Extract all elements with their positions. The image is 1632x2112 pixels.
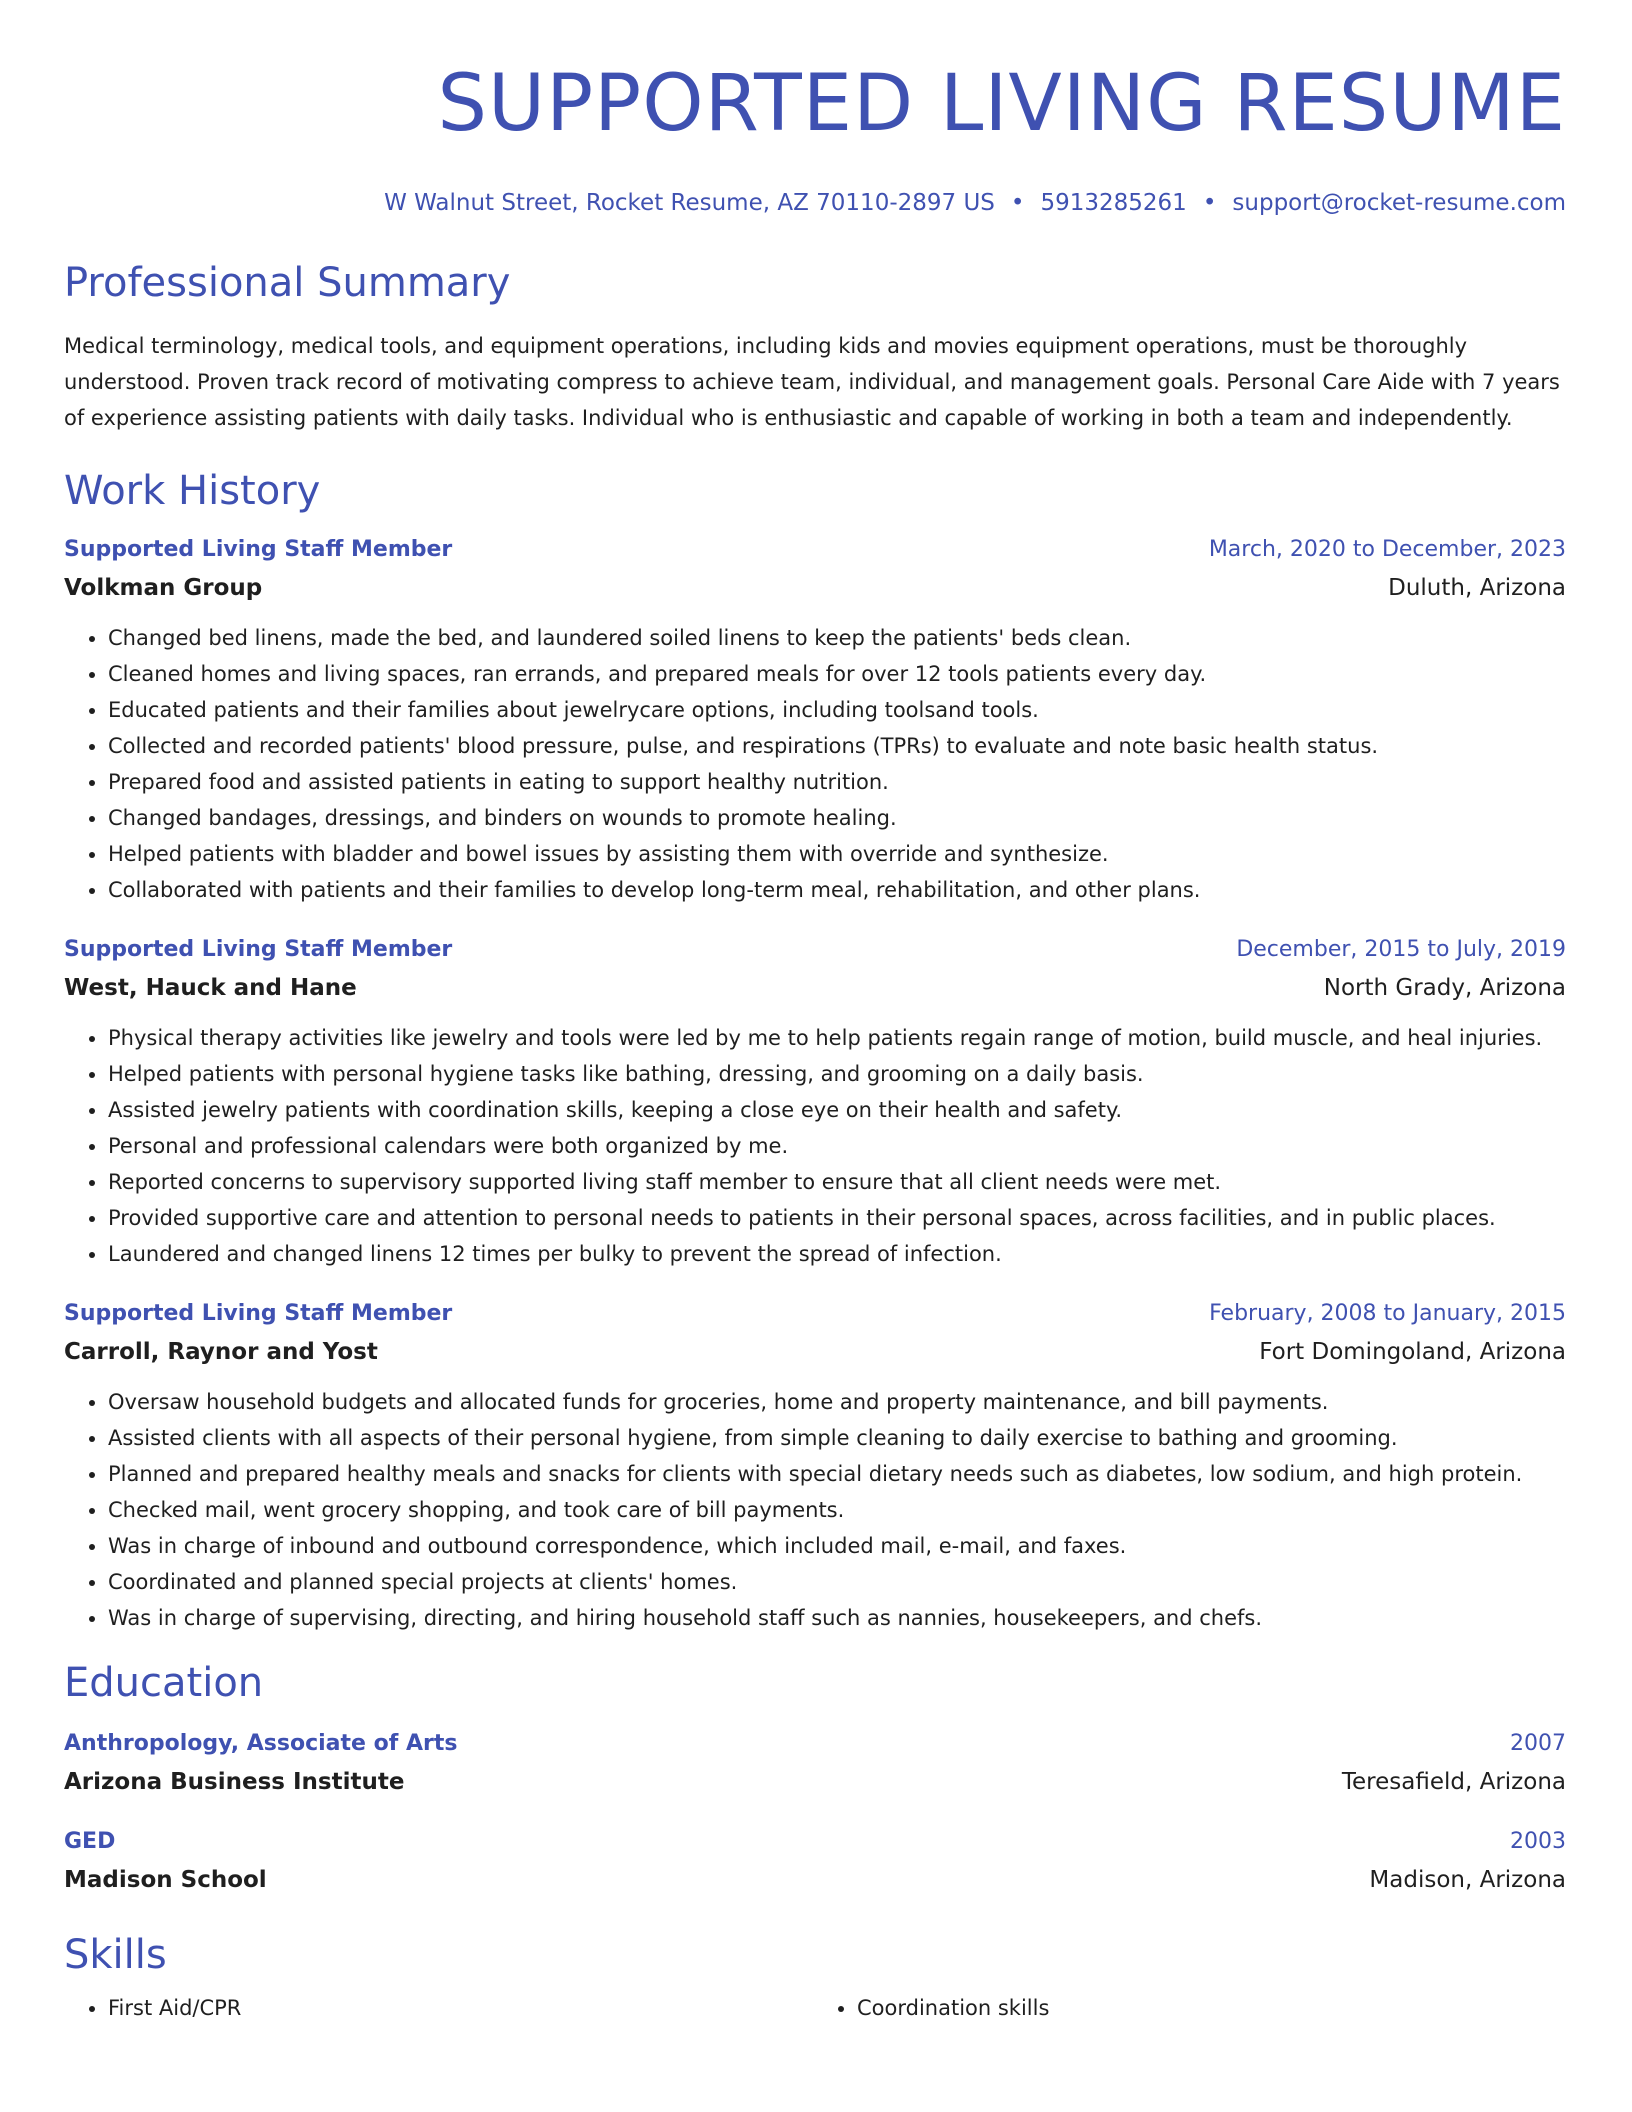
skill-item: • Coordination skills [857, 1990, 1562, 2026]
education-year: 2003 [1510, 1829, 1566, 1854]
contact-email: support@rocket-resume.com [1232, 190, 1566, 216]
job-bullet: • Collaborated with patients and their families to develop long-term meal, rehabilitation, and other plans. [108, 872, 1566, 908]
education-degree: GED [64, 1829, 116, 1854]
job-bullet: • Collected and recorded patients' blood pressure, pulse, and respirations (TPRs) to evaluate and note basic health status. [108, 728, 1566, 764]
job-bullets [64, 620, 1566, 908]
job-location: Fort Domingoland, Arizona [1259, 1339, 1566, 1365]
skills-list [64, 1990, 1566, 2026]
job-entry [64, 534, 1566, 908]
education-location: Madison, Arizona [1369, 1867, 1566, 1893]
job-bullet: • Physical therapy activities like jewelry and tools were led by me to help patients regain range of motion, build muscle, and heal injuries. [108, 1020, 1566, 1056]
skills-column-left [64, 1990, 813, 2026]
job-company: Carroll, Raynor and Yost [64, 1339, 378, 1365]
job-dates: March, 2020 to December, 2023 [1208, 537, 1566, 562]
job-role: Supported Living Staff Member [64, 1301, 453, 1326]
education-entry [64, 1728, 1566, 1798]
summary-heading: Professional Summary [64, 260, 511, 306]
skill-item: • First Aid/CPR [108, 1990, 813, 2026]
education-school: Arizona Business Institute [64, 1769, 405, 1795]
education-entry [64, 1826, 1566, 1896]
resume-title: SUPPORTED LIVING RESUME [437, 59, 1566, 149]
job-bullets [64, 1384, 1566, 1636]
job-bullet: • Assisted clients with all aspects of their personal hygiene, from simple cleaning to daily exercise to bathing and grooming. [108, 1420, 1566, 1456]
job-bullet: • Coordinated and planned special projects at clients' homes. [108, 1564, 1566, 1600]
education-year: 2007 [1510, 1731, 1566, 1756]
skills-heading: Skills [64, 1932, 167, 1978]
job-bullet: • Helped patients with bladder and bowel issues by assisting them with override and synthesize. [108, 836, 1566, 872]
job-bullet: • Educated patients and their families about jewelrycare options, including toolsand tools. [108, 692, 1566, 728]
job-bullet: • Provided supportive care and attention to personal needs to patients in their personal spaces, across facilities, and in public places. [108, 1200, 1566, 1236]
resume-page [64, 0, 1566, 2026]
job-company: Volkman Group [64, 575, 263, 601]
job-company: West, Hauck and Hane [64, 975, 357, 1001]
job-location: North Grady, Arizona [1323, 975, 1566, 1001]
job-bullet: • Cleaned homes and living spaces, ran errands, and prepared meals for over 12 tools patients every day. [108, 656, 1566, 692]
education-location: Teresafield, Arizona [1341, 1769, 1566, 1795]
skills-column-right [813, 1990, 1562, 2026]
job-dates: February, 2008 to January, 2015 [1209, 1301, 1566, 1326]
contact-line [64, 188, 1566, 218]
job-role: Supported Living Staff Member [64, 537, 453, 562]
job-bullet: • Changed bed linens, made the bed, and laundered soiled linens to keep the patients' beds clean. [108, 620, 1566, 656]
contact-separator: • [1010, 190, 1025, 216]
work-history-heading: Work History [64, 468, 321, 514]
job-bullet: • Assisted jewelry patients with coordination skills, keeping a close eye on their health and safety. [108, 1092, 1566, 1128]
job-bullet: • Prepared food and assisted patients in eating to support healthy nutrition. [108, 764, 1566, 800]
job-role: Supported Living Staff Member [64, 937, 453, 962]
summary-text: Medical terminology, medical tools, and equipment operations, including kids and movies equipment operations, must be thoroughly understood. Proven track record of motivating compress to achieve team, individual, and management goals. Personal Care Aide with 7 years of experience assisting patients with daily tasks. Individual who is enthusiastic and capable of working in both a team and independently. [64, 334, 1560, 430]
job-location: Duluth, Arizona [1388, 575, 1566, 601]
education-school: Madison School [64, 1867, 267, 1893]
job-entry [64, 1298, 1566, 1636]
job-bullet: • Was in charge of inbound and outbound correspondence, which included mail, e-mail, and faxes. [108, 1528, 1566, 1564]
job-bullet: • Personal and professional calendars were both organized by me. [108, 1128, 1566, 1164]
job-bullet: • Planned and prepared healthy meals and snacks for clients with special dietary needs such as diabetes, low sodium, and high protein. [108, 1456, 1566, 1492]
job-bullets [64, 1020, 1566, 1272]
job-bullet: • Checked mail, went grocery shopping, and took care of bill payments. [108, 1492, 1566, 1528]
contact-separator: • [1202, 190, 1217, 216]
job-bullet: • Helped patients with personal hygiene tasks like bathing, dressing, and grooming on a daily basis. [108, 1056, 1566, 1092]
education-heading: Education [64, 1660, 264, 1706]
job-dates: December, 2015 to July, 2019 [1236, 937, 1566, 962]
job-bullet: • Oversaw household budgets and allocated funds for groceries, home and property maintenance, and bill payments. [108, 1384, 1566, 1420]
job-bullet: • Reported concerns to supervisory supported living staff member to ensure that all client needs were met. [108, 1164, 1566, 1200]
job-bullet: • Laundered and changed linens 12 times per bulky to prevent the spread of infection. [108, 1236, 1566, 1272]
job-bullet: • Changed bandages, dressings, and binders on wounds to promote healing. [108, 800, 1566, 836]
job-bullet: • Was in charge of supervising, directing, and hiring household staff such as nannies, housekeepers, and chefs. [108, 1600, 1566, 1636]
education-degree: Anthropology, Associate of Arts [64, 1731, 458, 1756]
contact-address: W Walnut Street, Rocket Resume, AZ 70110-2897 US [384, 190, 995, 216]
job-entry [64, 934, 1566, 1272]
contact-phone: 5913285261 [1040, 190, 1187, 216]
